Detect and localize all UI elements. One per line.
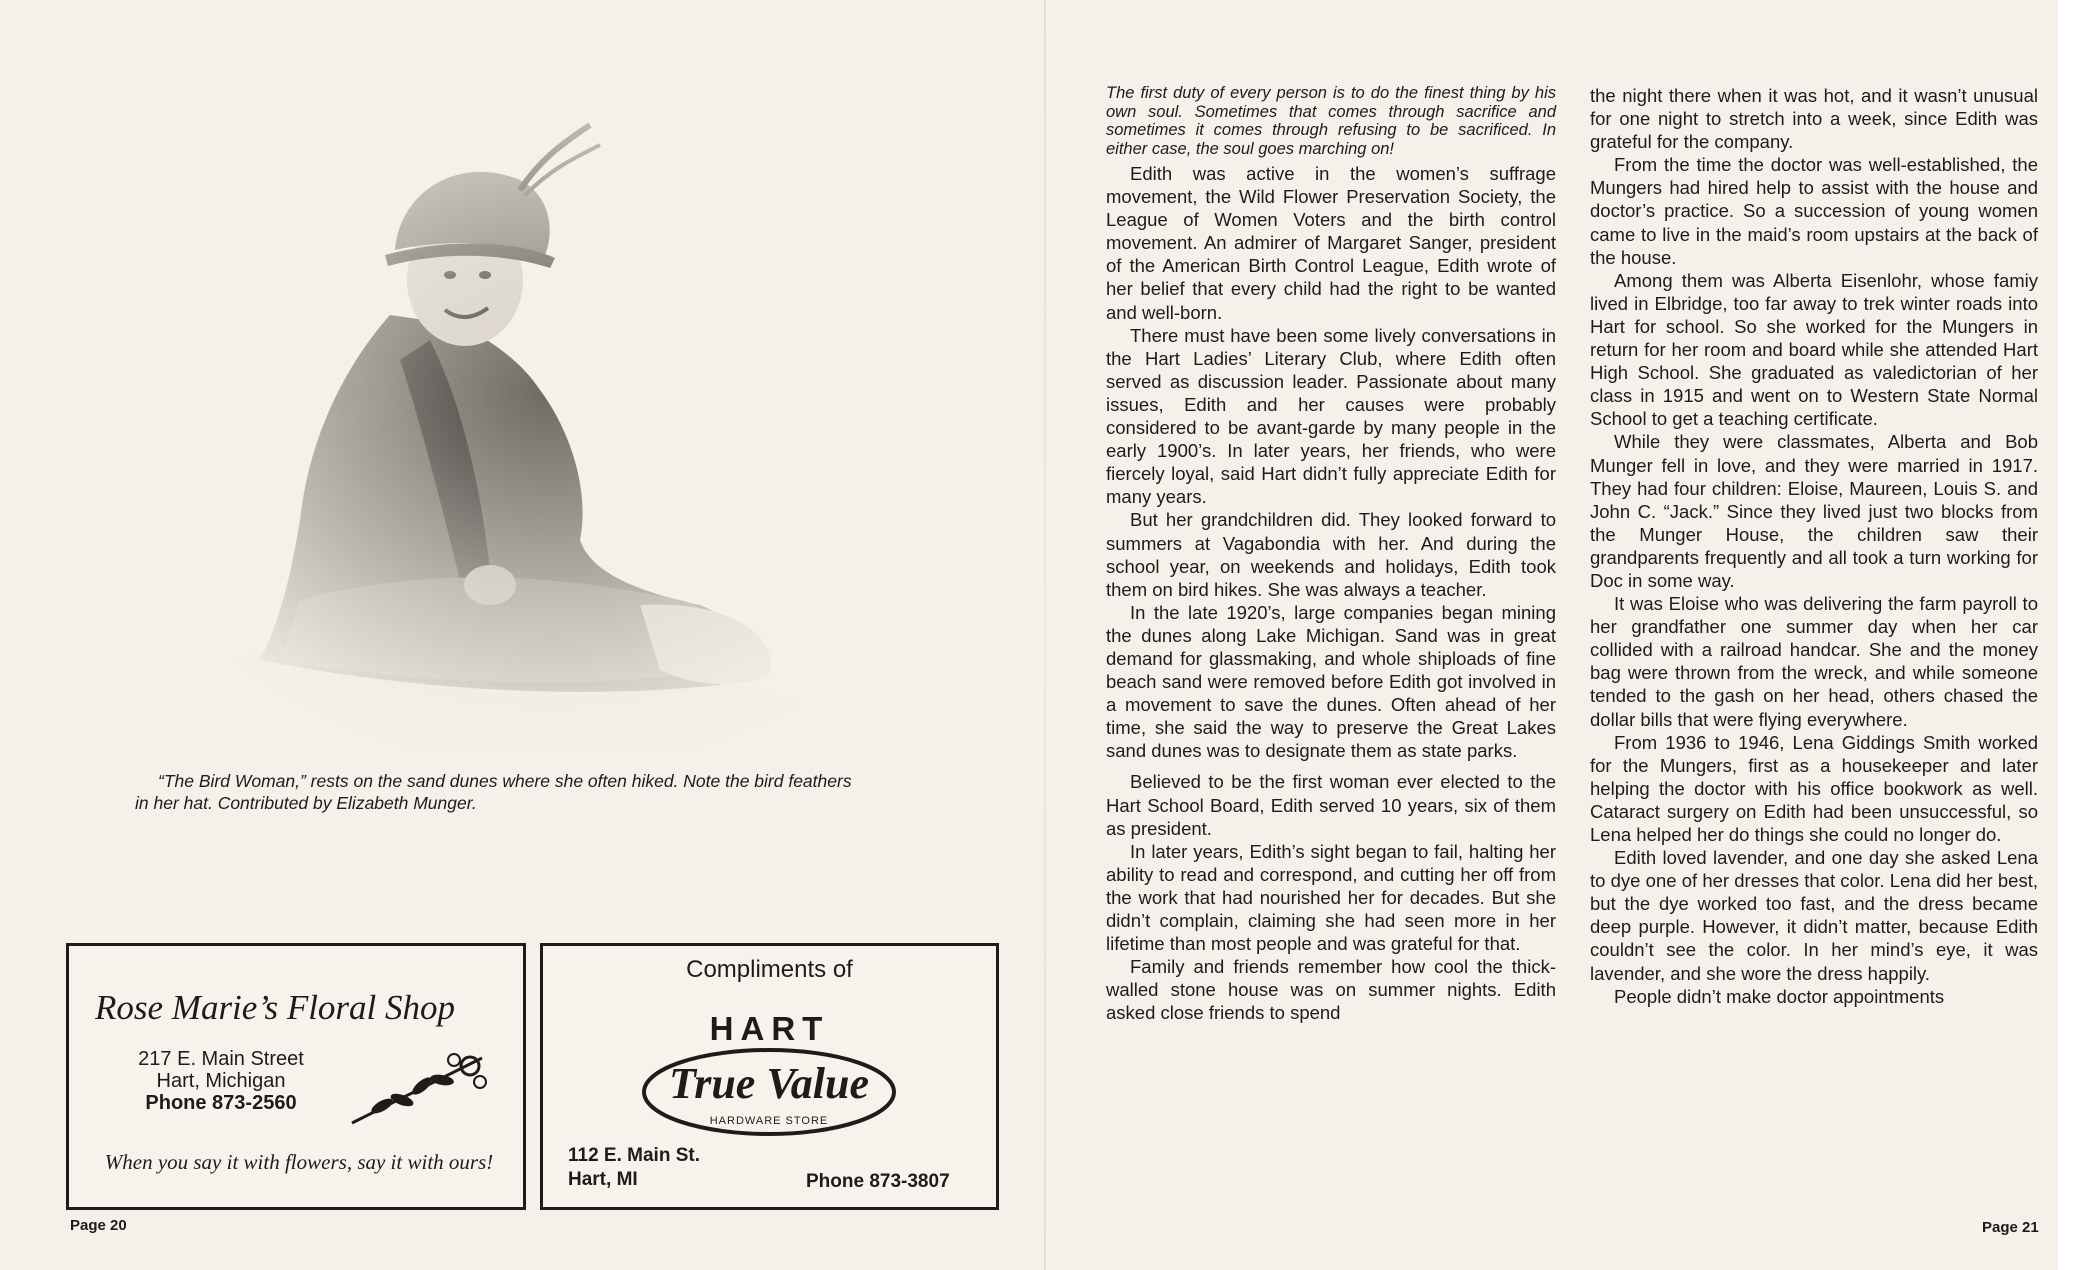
bird-woman-photo [160,100,940,750]
shop-phone: Phone 873-2560 [145,1092,297,1114]
compliments-text: Compliments of [686,956,853,983]
paragraph: But her grandchildren did. They looked forward to summers at Vagabondia with her. And during the school year, on weekends and holidays, Edith took them on bird hikes. She was always a teacher. [1106,509,1556,600]
floral-shop-ad [66,943,526,1210]
paragraph: Believed to be the first woman ever elected to the Hart School Board, Edith served 10 years, six of them as president. [1106,771,1556,839]
paragraph: People didn’t make doctor appointments [1614,985,1945,1007]
store-phone: Phone 873-3807 [806,1171,950,1192]
caption-line: “The Bird Woman,” rests on the sand dunes where she often hiked. Note the bird feathers [158,771,852,791]
article-column-1 [1106,84,1556,1024]
shop-name: Rose Marie’s Floral Shop [95,988,456,1027]
brand-name: True Value [668,1059,870,1108]
page-number-left: Page 20 [70,1217,127,1234]
address-line: 217 E. Main Street [138,1048,304,1070]
flower-sprig-icon [342,1048,492,1130]
true-value-logo [640,1046,898,1138]
paragraph: It was Eloise who was delivering the farm payroll to her grandfather one summer day when her car collided with a railroad handcar. She and the money bag were thrown from the wreck, and while someone tended to the gash on her head, others chased the dollar bills that were flying everywhere. [1590,593,2038,730]
paragraph: Family and friends remember how cool the thick-walled stone house was on summer nights. Edith asked close friends to spend [1106,956,1556,1024]
article-quote: The first duty of every person is to do the finest thing by his own soul. Sometimes that comes through sacrifice and sometimes it comes through refusing to be sacrificed. In either case, the soul goes marching on! [1106,84,1556,158]
paragraph: From 1936 to 1946, Lena Giddings Smith worked for the Mungers, first as a housekeeper and later helping the doctor with his office bookwork as well. Cataract surgery on Edith had been unsuccessful, so Lena helped her do things she could no longer do. [1590,731,2038,845]
page-number-right: Page 21 [1982,1219,2039,1236]
address-line: 112 E. Main St. [568,1145,700,1166]
caption-line: in her hat. Contributed by Elizabeth Munger. [135,793,477,813]
store-town: HART [709,1010,830,1047]
paragraph: Among them was Alberta Eisenlohr, whose famiy lived in Elbridge, too far away to trek winter roads into Hart for school. So she worked for the Mungers in return for her room and board while she attended Hart High School. She graduated as valedictorian of her class in 1915 and went on to Western State Normal School to get a teaching certificate. [1590,269,2038,430]
address-line: Hart, MI [568,1169,638,1190]
paragraph: the night there when it was hot, and it wasn’t unusual for one night to stretch into a week, since Edith was grateful for the company. [1590,85,2038,153]
brand-sub: HARDWARE STORE [709,1115,829,1127]
paragraph: From the time the doctor was well-established, the Mungers had hired help to assist with the house and doctor’s practice. So a succession of young women came to live in the maid’s room upstairs at the back of the house. [1590,154,2038,268]
address-line: Hart, Michigan [156,1070,286,1092]
store-address [568,1144,700,1192]
photo-caption [135,770,975,814]
paragraph: Edith was active in the women’s suffrage movement, the Wild Flower Preservation Society, the League of Women Voters and the birth control movement. An admirer of Margaret Sanger, president of the American Birth Control League, Edith wrote of her belief that every child had the right to be wanted and well-born. [1106,163,1556,323]
scan-edge [2058,0,2088,1270]
paragraph: In later years, Edith’s sight began to fail, halting her ability to read and correspond, and cutting her off from the work that had nourished her for decades. But she didn’t complain, claiming she had seen more in her lifetime than most people and was grateful for that. [1106,840,1556,955]
true-value-ad [540,943,999,1210]
paragraph: While they were classmates, Alberta and Bob Munger fell in love, and they were married in 1917. They had four children: Eloise, Maureen, Louis S. and John C. “Jack.” Since they lived just two blocks from the Munger House, the children saw their grandparents frequently and all took a turn working for Doc in some way. [1590,431,2038,591]
paragraph: There must have been some lively conversations in the Hart Ladies’ Literary Club, where Edith often served as discussion leader. Passionate about many issues, Edith and her causes were probably considered to be avant-garde by many people in the early 1900’s. In later years, her friends, who were fiercely loyal, said Hart didn’t fully appreciate Edith for many years. [1106,324,1556,508]
paragraph: Edith loved lavender, and one day she asked Lena to dye one of her dresses that color. Lena did her best, but the dye worked too fast, and the dress became deep purple. However, it didn’t matter, because Edith couldn’t see the color. In her mind’s eye, it was lavender, and she wore the dress happily. [1590,847,2038,984]
paragraph: In the late 1920’s, large companies began mining the dunes along Lake Michigan. Sand was in great demand for glassmaking, and whole shiploads of fine beach sand were removed before Edith got involved in a movement to save the dunes. Often ahead of her time, she said the way to preserve the Great Lakes sand dunes was to designate them as state parks. [1106,601,1556,762]
shop-address [121,1048,321,1114]
shop-slogan: When you say it with flowers, say it with ours! [104,1150,494,1174]
page-fold [1044,0,1046,1270]
article-column-2 [1590,84,2038,1008]
